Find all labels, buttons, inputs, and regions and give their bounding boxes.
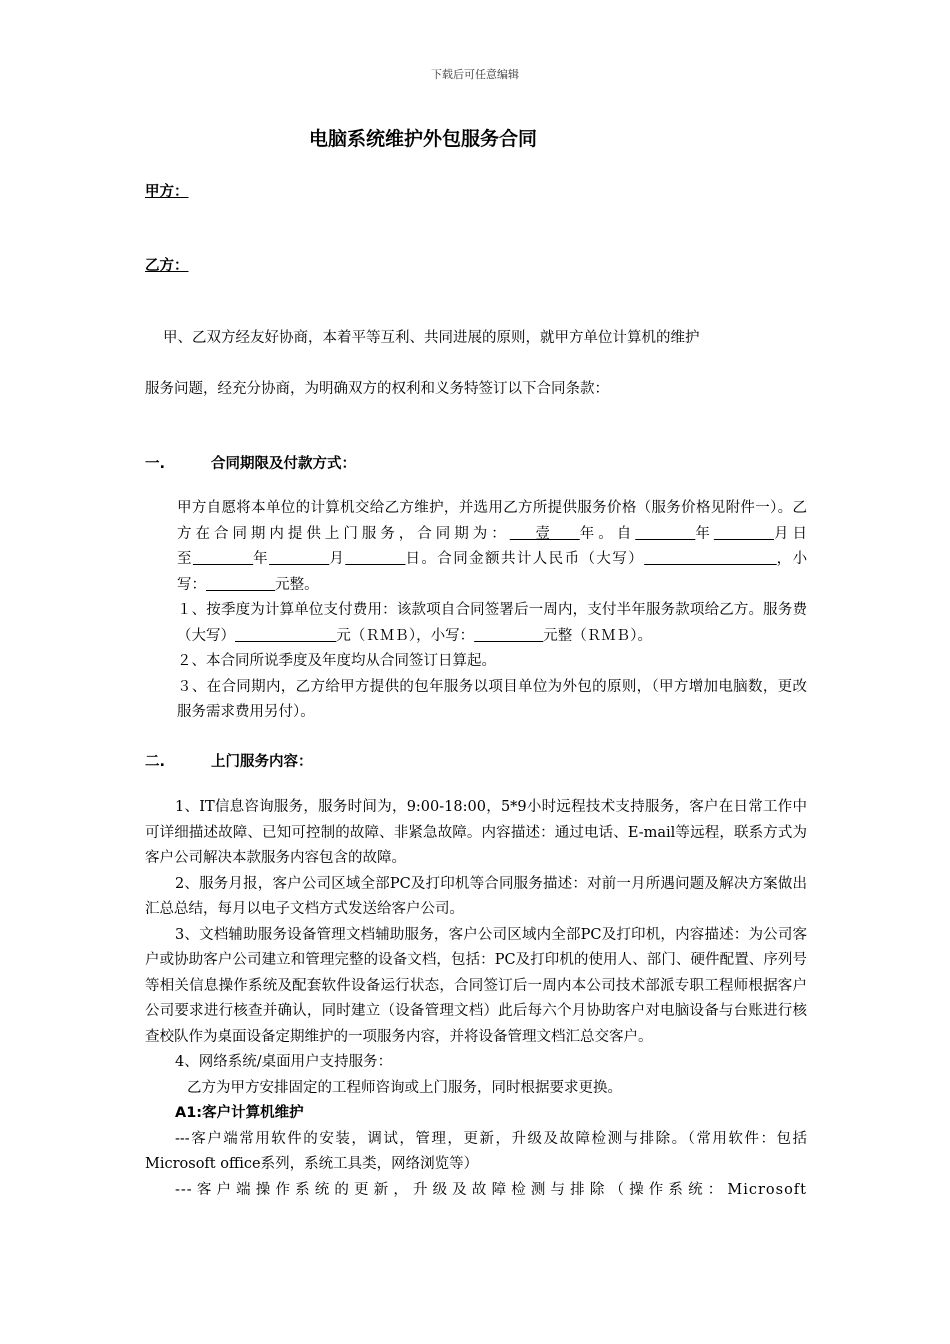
service-paragraph-3: 3、文档辅助服务设备管理文档辅助服务，客户公司区域内全部PC及打印机，内容描述：为公司客户或协助客户公司建立和管理完整的设备文档，包括：PC及打印机的使用人、部门、硬件配置、序列号等相关信息操作系统及配套软件设备运行状态，合同签订后一周内本公司技术部派专职工程师根据客户公司要求进行核查并确认，同时建立（设备管理文档）此后每六个月协助客户对电脑设备与台账进行核查校队作为桌面设备定期维护的一项服务内容，并将设备管理文档汇总交客户。: [145, 926, 807, 1045]
text-span: 月: [329, 551, 346, 567]
text-span: 元整（ＲＭＢ）。: [543, 627, 653, 644]
intro-line-2: 服务问题，经充分协商，为明确双方的权利和义务特签订以下合同条款：: [145, 381, 609, 397]
service-paragraph-2: 2、服务月报，客户公司区域全部PC及打印机等合同服务描述：对前一月所遇问题及解决方案做出汇总总结，每月以电子文档方式发送给客户公司。: [145, 875, 807, 917]
section-2-title: 上门服务内容：: [211, 754, 313, 770]
document-title: 电脑系统维护外包服务合同: [308, 128, 537, 150]
text-span: ，小写：: [177, 551, 808, 593]
subsection-a1: A1:客户计算机维护: [175, 1105, 304, 1121]
text-span: 年: [253, 551, 270, 567]
header-note: 下载后可任意编辑: [431, 68, 519, 81]
service-paragraph-6: ---客户端常用软件的安装，调试，管理，更新，升级及故障检测与排除。（常用软件：包括Microsoft office系列，系统工具类，网络浏览等）: [145, 1130, 807, 1172]
service-paragraph-4: 4、网络系统/桌面用户支持服务：: [175, 1054, 393, 1070]
text-span: 元整。: [275, 576, 319, 593]
text-span: 年: [695, 525, 714, 542]
section-2-number: 二.: [145, 754, 166, 770]
text-span: １、按季度为计算单位支付费用：该款项自合同签署后一周内，支付半年服务款项给乙方。服务费（大写）: [177, 602, 807, 644]
service-paragraph-5: 乙方为甲方安排固定的工程师咨询或上门服务，同时根据要求更换。: [187, 1079, 622, 1096]
section-1-paragraph: [177, 496, 807, 598]
section-1-title: 合同期限及付款方式：: [211, 456, 356, 472]
contract-years: 壹: [535, 525, 554, 542]
section-1-item-3: ３、在合同期内，乙方给甲方提供的包年服务以项目单位为外包的原则，（甲方增加电脑数，更改服务需求费用另付）。: [177, 678, 807, 720]
service-paragraph-7: ---客户端操作系统的更新，升级及故障检测与排除（操作系统：Microsoft: [175, 1181, 807, 1198]
section-1-item-1: [177, 598, 807, 649]
text-span: 年。自: [579, 525, 636, 542]
section-1-item-2: ２、本合同所说季度及年度均从合同签订日算起。: [177, 653, 496, 669]
intro-line-1: 甲、乙双方经友好协商，本着平等互利、共同进展的原则，就甲方单位计算机的维护: [163, 330, 700, 346]
party-a-label: 甲方：: [145, 184, 189, 200]
party-b-label: 乙方：: [145, 258, 189, 274]
section-1-number: 一.: [145, 456, 166, 472]
section-2-body: [145, 795, 807, 1203]
section-1-heading: [145, 452, 356, 473]
text-span: 甲方自愿将本单位的计算机交给乙方维护，并选用乙方所提供服务价格（服务价格见附件一）。乙方在合同期内提供上门服务，合同期为：: [177, 500, 807, 542]
text-span: 元（ＲＭＢ），小写：: [336, 627, 475, 644]
text-span: 月日至: [177, 525, 807, 567]
text-span: 日。合同金额共计人民币（大写）: [405, 551, 645, 567]
section-2-heading: [145, 750, 313, 771]
section-1-body: [177, 496, 807, 726]
service-paragraph-1: 1、IT信息咨询服务，服务时间为，9:00-18:00，5*9小时远程技术支持服务，客户在日常工作中可详细描述故障、已知可控制的故障、非紧急故障。内容描述：通过电话、E-mail等远程，联系方式为客户公司解决本款服务内容包含的故障。: [145, 799, 807, 866]
